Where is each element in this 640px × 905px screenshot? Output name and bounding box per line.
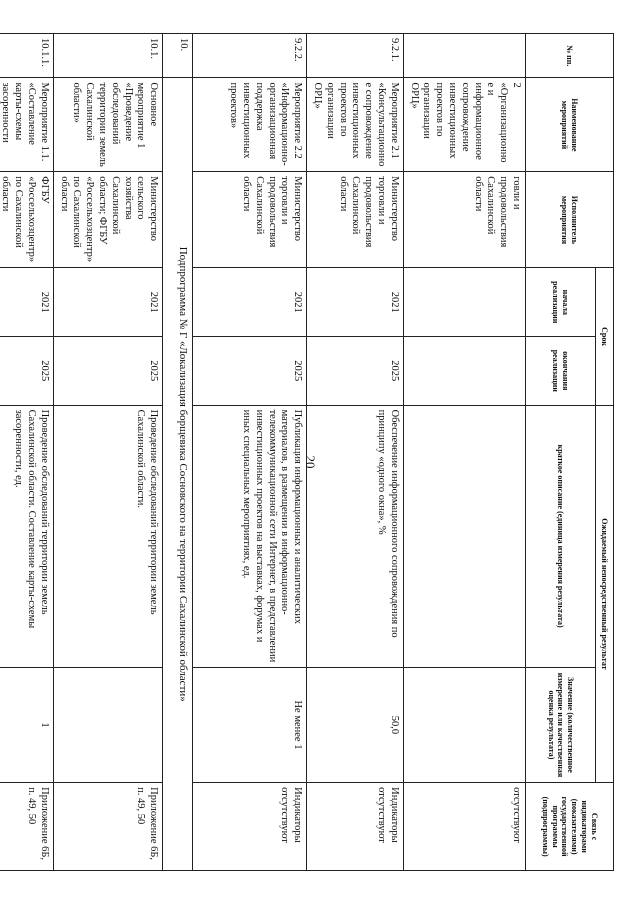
cell-num: 9.2.1.	[307, 34, 404, 78]
cell-value: Не менее 1	[193, 667, 307, 782]
cell-end: 2025	[0, 337, 53, 406]
cell-num: 9.2.2.	[193, 34, 307, 78]
header-name: Наименование мероприятий	[526, 78, 614, 172]
cell-num	[403, 34, 525, 78]
header-end: окончания реализации	[526, 337, 596, 406]
header-desc: краткое описание (единица измерения результата)	[526, 405, 596, 667]
cell-value: 1	[0, 667, 53, 782]
cell-start: 2021	[307, 268, 404, 337]
cell-desc: Обеспечение информационного сопровождения по принципу «одного окна», %	[307, 405, 404, 667]
table-row	[307, 34, 404, 871]
cell-link: Приложение 6Б, п. 49, 50	[53, 783, 162, 871]
cell-end: 2025	[193, 337, 307, 406]
cell-end: 2025	[53, 337, 162, 406]
cell-name: 2 «Организационное и информационное сопровождение инвестиционных проектов по организации ОРЦ»	[403, 78, 525, 172]
page-number: 20	[303, 455, 318, 469]
table-row	[403, 34, 525, 871]
cell-desc: Проведение обследований территории земель Сахалинской области.	[53, 405, 162, 667]
header-start: начала реализации	[526, 268, 596, 337]
subprogram-num: 10.	[163, 34, 193, 78]
subprogram-row	[163, 34, 193, 871]
cell-executor: говли и продовольствия Сахалинской области	[403, 172, 525, 268]
cell-num: 10.1.1.	[0, 34, 53, 78]
cell-name: Мероприятие 1.1. «Составление карты-схемы засоренности	[0, 78, 53, 172]
cell-link: отсутствуют	[403, 783, 525, 871]
cell-name: Основное мероприятие 1 «Проведение обследований территории земель Сахалинской области»	[53, 78, 162, 172]
cell-desc: Публикация информационных и аналитических материалов, в размещении в информационно-телекоммуникационной сети Интернет, в представлении инвестиционных проектов на выставках, форумах и иных специальных мероприятиях, ед.	[193, 405, 307, 667]
cell-num: 10.1.	[53, 34, 162, 78]
table-row	[53, 34, 162, 871]
measures-table	[0, 33, 614, 871]
cell-value	[403, 667, 525, 782]
cell-executor: Министерство торговли и продовольствия Сахалинской области	[193, 172, 307, 268]
cell-start: 2021	[53, 268, 162, 337]
cell-value	[53, 667, 162, 782]
cell-name: Мероприятие 2.1 «Консультационное сопровождение инвестиционных проектов по организации ОРЦ»	[307, 78, 404, 172]
cell-executor: Министерство сельского хозяйства Сахалинской области; ФГБУ «Россельхозцентр» по Сахалинской области	[53, 172, 162, 268]
cell-end	[403, 337, 525, 406]
header-link: Связь с индикаторами (показателями) государственной программы (подпрограммы)	[526, 783, 614, 871]
cell-start	[403, 268, 525, 337]
table-row	[0, 34, 53, 871]
cell-value: 50,0	[307, 667, 404, 782]
cell-start: 2021	[0, 268, 53, 337]
header-result: Ожидаемый непосредственный результат	[596, 405, 614, 783]
cell-start: 2021	[193, 268, 307, 337]
header-value: Значение (количественное измерение или качественная оценка результата)	[526, 667, 596, 782]
cell-desc: Проведение обследований территории земель Сахалинской области. Составление карты-схемы засоренности, ед.	[0, 405, 53, 667]
rotated-page	[0, 33, 614, 873]
cell-executor: ФГБУ «Россельхозцентр» по Сахалинской области	[0, 172, 53, 268]
cell-link: Приложение 6Б, п. 49, 50	[0, 783, 53, 871]
cell-link: Индикаторы отсутствуют	[307, 783, 404, 871]
cell-end: 2025	[307, 337, 404, 406]
header-num: № пп.	[526, 34, 614, 78]
table-row	[193, 34, 307, 871]
subprogram-title: Подпрограмма № Г «Локализация борщевика Сосновского на территории Сахалинской области»	[163, 78, 193, 871]
header-executor: Исполнитель мероприятия	[526, 172, 614, 268]
cell-executor: Министерство торговли и продовольствия Сахалинской области	[307, 172, 404, 268]
header-term: Срок	[596, 268, 614, 405]
cell-link: Индикаторы отсутствуют	[193, 783, 307, 871]
cell-desc	[403, 405, 525, 667]
cell-name: Мероприятие 2.2 «Информационно-организационная поддержка инвестиционных проектов»	[193, 78, 307, 172]
